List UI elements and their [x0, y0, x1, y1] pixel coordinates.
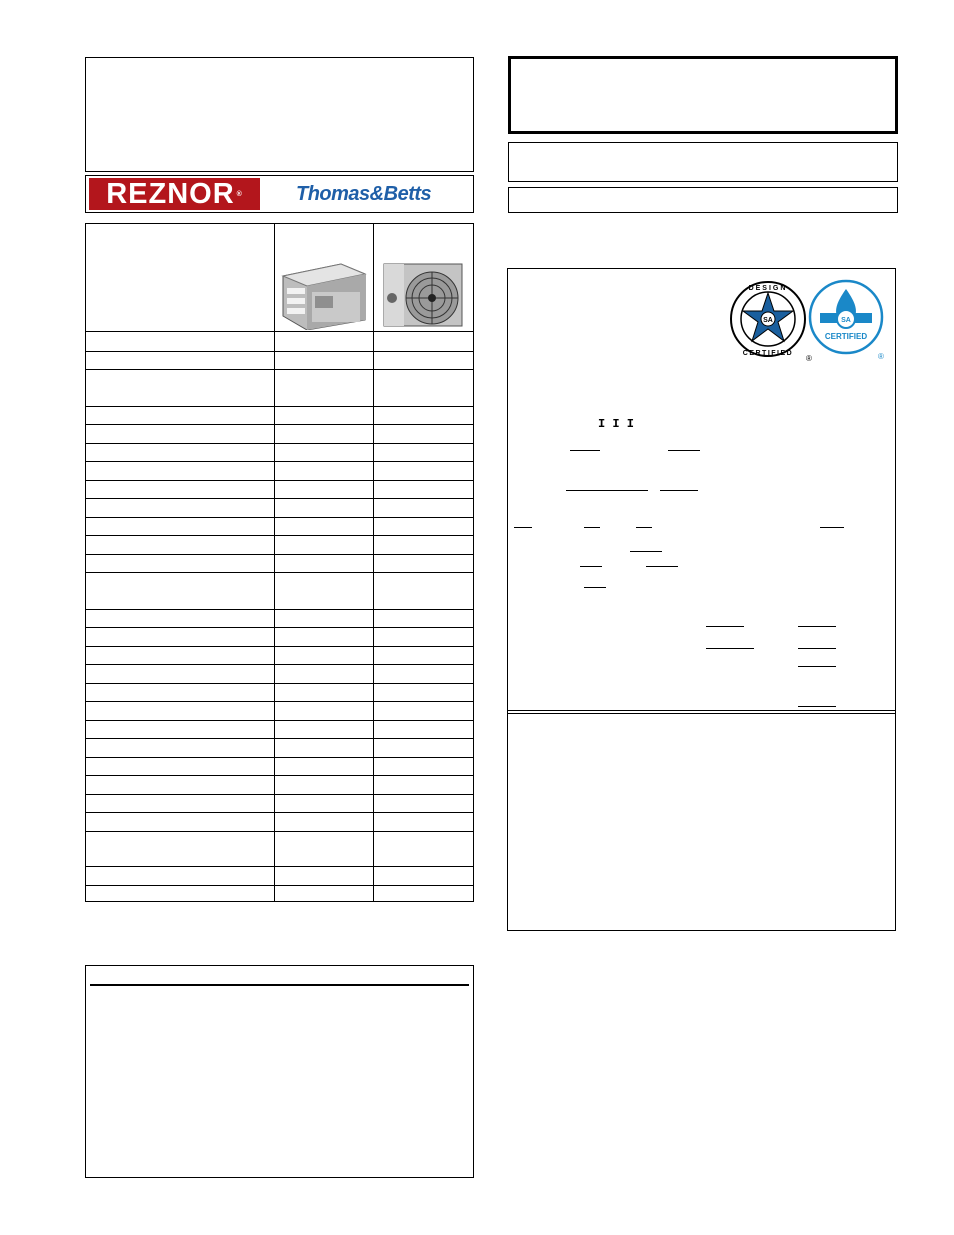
form-blank-line	[570, 450, 600, 451]
header-box	[508, 56, 898, 134]
table-row-divider	[86, 331, 473, 332]
table-row-divider	[86, 683, 473, 684]
title-box	[85, 57, 474, 172]
table-row-divider	[86, 369, 473, 370]
form-blank-line	[706, 626, 744, 627]
unit-heater-image	[279, 258, 369, 330]
table-row-divider	[86, 757, 473, 758]
table-row-divider	[86, 794, 473, 795]
table-row-divider	[86, 498, 473, 499]
svg-text:SA: SA	[841, 317, 851, 324]
type-mark: I I I	[598, 417, 635, 431]
notes-box	[85, 965, 474, 1178]
table-row-divider	[86, 554, 473, 555]
logo-bar	[85, 175, 474, 213]
certification-box	[507, 268, 896, 931]
table-row-divider	[86, 406, 473, 407]
table-row-divider	[86, 572, 473, 573]
reznor-logo-text: REZNOR	[106, 177, 235, 210]
table-row-divider	[86, 646, 473, 647]
table-row-divider	[86, 812, 473, 813]
form-blank-line	[706, 648, 754, 649]
table-row-divider	[86, 738, 473, 739]
table-row-divider	[86, 775, 473, 776]
table-row-divider	[86, 535, 473, 536]
form-blank-line	[630, 551, 662, 552]
table-row-divider	[86, 720, 473, 721]
table-row-divider	[86, 627, 473, 628]
table-row-divider	[86, 461, 473, 462]
spec-table	[85, 223, 474, 902]
table-row-divider	[86, 424, 473, 425]
svg-text:®: ®	[806, 354, 812, 363]
table-row-divider	[86, 517, 473, 518]
form-blank-line	[580, 566, 602, 567]
svg-text:®: ®	[878, 352, 884, 361]
table-row-divider	[86, 866, 473, 867]
form-blank-line	[660, 490, 698, 491]
table-row-divider	[86, 831, 473, 832]
subheader-box	[508, 142, 898, 182]
csa-mark: SA	[763, 317, 773, 324]
form-blank-line	[668, 450, 700, 451]
table-row-divider	[86, 885, 473, 886]
thomas-betts-logo: Thomas&Betts	[296, 182, 432, 205]
table-row-divider	[86, 480, 473, 481]
form-blank-line	[646, 566, 678, 567]
reznor-logo: REZNOR ®	[89, 178, 260, 210]
table-row-divider	[86, 443, 473, 444]
column-divider	[274, 224, 275, 901]
form-blank-line	[798, 626, 836, 627]
table-row-divider	[86, 701, 473, 702]
form-blank-line	[584, 527, 600, 528]
certified-text: CERTIFIED	[742, 350, 794, 357]
design-certified-seal-icon	[728, 279, 812, 363]
table-row-divider	[86, 664, 473, 665]
csa-certified-text: CERTIFIED	[824, 332, 868, 341]
design-text: DESIGN	[748, 285, 788, 292]
form-blank-line	[566, 490, 648, 491]
form-blank-line	[798, 666, 836, 667]
form-blank-line	[636, 527, 652, 528]
fan-heater-image	[380, 258, 466, 330]
form-blank-line	[514, 527, 532, 528]
form-blank-line	[798, 648, 836, 649]
form-blank-line	[584, 587, 606, 588]
table-row-divider	[86, 351, 473, 352]
subheader-box-small	[508, 187, 898, 213]
form-blank-line	[798, 706, 836, 707]
column-divider	[373, 224, 374, 901]
csa-certified-seal-icon	[808, 279, 890, 363]
section-divider	[508, 710, 895, 714]
notes-rule	[90, 984, 469, 986]
table-row-divider	[86, 609, 473, 610]
form-blank-line	[820, 527, 844, 528]
